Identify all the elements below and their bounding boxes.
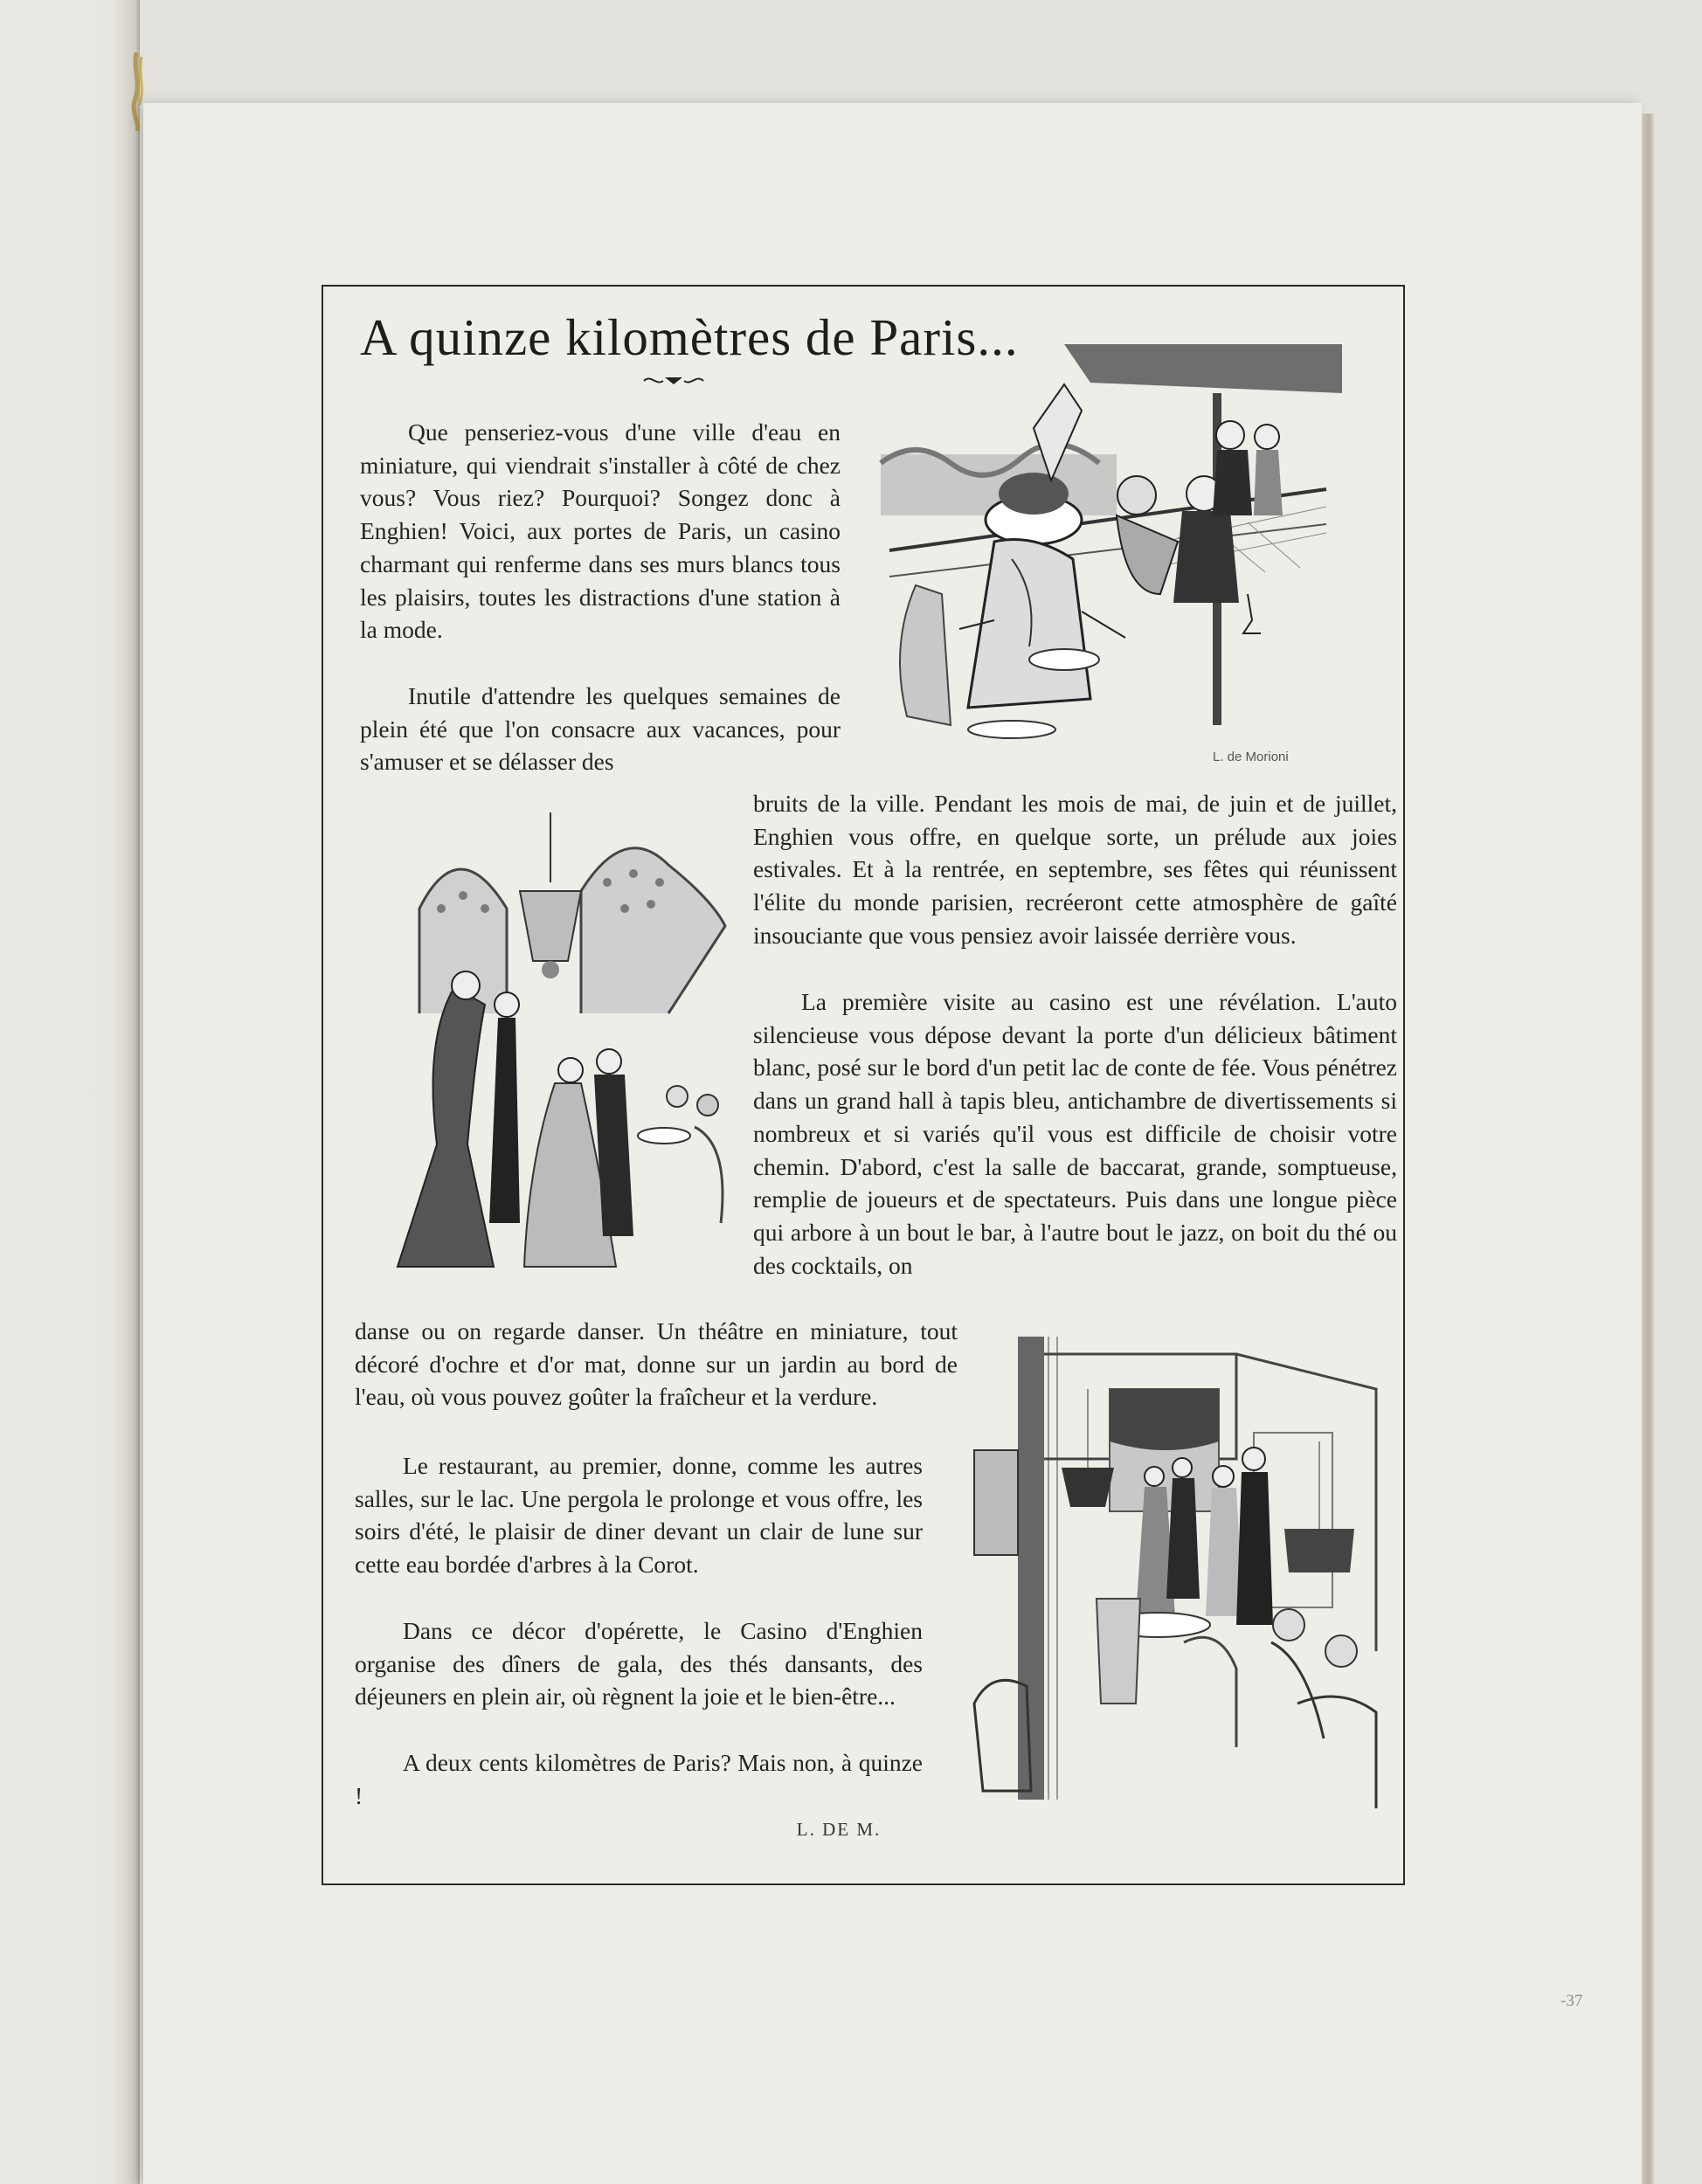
page-edge <box>1642 114 1654 2184</box>
paragraph-6: A deux cents kilomètres de Paris? Mais non, à quinze ! <box>355 1749 923 1809</box>
restaurant-illustration <box>957 1337 1398 1835</box>
paragraph-2b: bruits de la ville. Pendant les mois de mai, de juin et de juillet, Enghien vous offre, en quelque sorte, un prélude aux joies estivales. Et à la rentrée, en septembre, ses fêtes qui réunissent l'élite du monde parisien, recréeront cette atmosphère de gaîté insouciante que vous pensiez avoir laissée derrière vous. <box>753 790 1397 949</box>
page-number: -37 <box>1560 1992 1583 2010</box>
article-title: A quinze kilomètres de Paris... <box>360 308 1019 366</box>
left-page <box>0 0 140 2184</box>
paragraph-2a: Inutile d'attendre les quelques semaines de plein été que l'on consacre aux vacances, pour s'amuser et se délasser des <box>360 682 841 776</box>
author-signature: L. DE M. <box>796 1819 882 1840</box>
paragraph-3b: danse ou on regarde danser. Un théâtre en miniature, tout décoré d'ochre et d'or mat, donne sur un jardin au bord de l'eau, où vous pouvez goûter la fraîcheur et la verdure. <box>355 1317 958 1411</box>
artist-credit: L. de Morioni <box>1213 750 1289 764</box>
ornament-icon <box>642 374 705 388</box>
paragraph-4: Le restaurant, au premier, donne, comme les autres salles, sur le lac. Une pergola le prolonge et vous offre, les soirs d'été, le plaisir de diner devant un clair de lune sur cette eau bordée d'arbres à la Corot. <box>355 1452 923 1579</box>
paragraph-3a: La première visite au casino est une révélation. L'auto silencieuse vous dépose devant la porte d'un délicieux bâtiment blanc, posé sur le bord d'un petit lac de conte de fée. Vous pénétrez dans un grand hall à tapis bleu, antichambre de divertissements si nombreux et si variés qu'il vous est difficile de choisir votre chemin. D'abord, c'est la salle de baccarat, grande, somptueuse, remplie de joueurs et de spectateurs. Puis dans une longue pièce qui arbore à un bout le bar, à l'autre bout le jazz, on boit du thé ou des cocktails, on <box>753 988 1397 1279</box>
paragraph-5: Dans ce décor d'opérette, le Casino d'Enghien organise des dîners de gala, des thés dansants, des déjeuners en plein air, où règnent la joie et le bien-être... <box>355 1617 923 1711</box>
paragraph-1: Que penseriez-vous d'une ville d'eau en miniature, qui viendrait s'installer à côté de chez vous? Vous riez? Pourquoi? Songez donc à Enghien! Voici, aux portes de Paris, un casino charmant qui renferme dans ses murs blancs tous les plaisirs, toutes les distractions d'une station à la mode. <box>360 418 841 644</box>
terrace-illustration <box>863 332 1342 760</box>
ballroom-illustration <box>363 812 743 1275</box>
